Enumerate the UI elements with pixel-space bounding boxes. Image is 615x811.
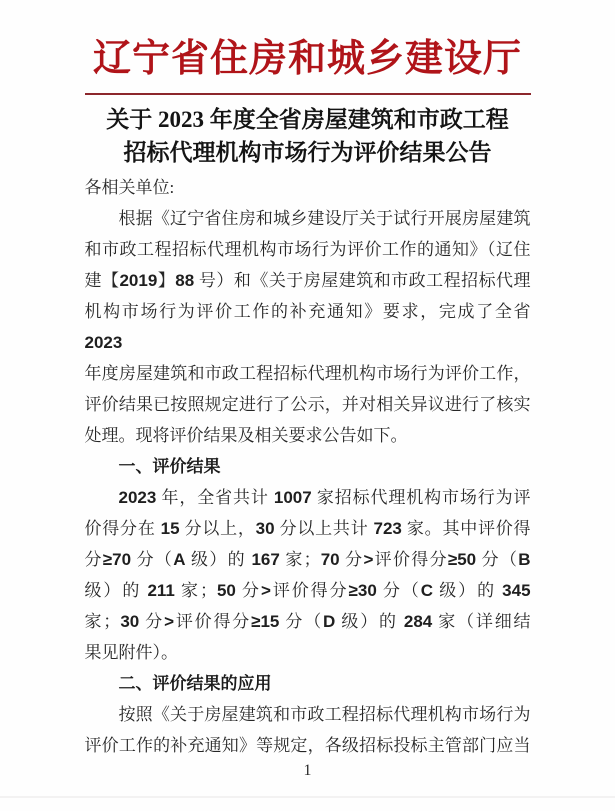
document-title-line-2: 招标代理机构市场行为评价结果公告 [123, 140, 492, 165]
salutation-line: 各相关单位: [84, 178, 175, 197]
body-line: 按照《关于房屋建筑和市政工程招标代理机构市场行为 [118, 705, 531, 724]
document-body [85, 172, 531, 761]
body-line: 评价工作的补充通知》等规定，各级招标投标主管部门应当 [84, 736, 531, 755]
scan-edge-line [0, 796, 615, 798]
body-line: 评价结果已按照规定进行了公示，并对相关异议进行了核实 [84, 395, 531, 414]
document-title-line-1: 关于 2023 年度全省房屋建筑和市政工程 [106, 107, 509, 132]
agency-masthead: 辽宁省住房和城乡建设厅 [92, 38, 522, 80]
page-number: 1 [303, 762, 312, 779]
body-line: 机构市场行为评价工作的补充通知》要求，完成了全省 2023 [84, 302, 531, 352]
body-line: 处理。现将评价结果及相关要求公告如下。 [84, 426, 408, 445]
section-heading-2: 二、评价结果的应用 [118, 674, 272, 693]
body-line: 根据《辽宁省住房和城乡建设厅关于试行开展房屋建筑 [118, 209, 531, 228]
body-line: 价得分在 15 分以上，30 分以上共计 723 家。其中评价得 [84, 519, 531, 538]
body-line: 分≥70 分（A 级）的 167 家；70 分>评价得分≥50 分（B [84, 550, 531, 569]
document-title [0, 103, 615, 169]
masthead-divider-rule [85, 93, 531, 95]
body-line: 家；30 分>评价得分≥15 分（D 级）的 284 家（详细结 [84, 612, 531, 631]
body-line: 果见附件）。 [84, 643, 178, 662]
body-line: 2023 年，全省共计 1007 家招标代理机构市场行为评 [118, 488, 531, 507]
body-line: 级）的 211 家；50 分>评价得分≥30 分（C 级）的 345 [84, 581, 531, 600]
body-line: 建【2019】88 号）和《关于房屋建筑和市政工程招标代理 [84, 271, 531, 290]
body-line: 年度房屋建筑和市政工程招标代理机构市场行为评价工作， [84, 364, 531, 383]
body-line: 和市政工程招标代理机构市场行为评价工作的通知》（辽住 [84, 240, 531, 259]
section-heading-1: 一、评价结果 [118, 457, 221, 476]
